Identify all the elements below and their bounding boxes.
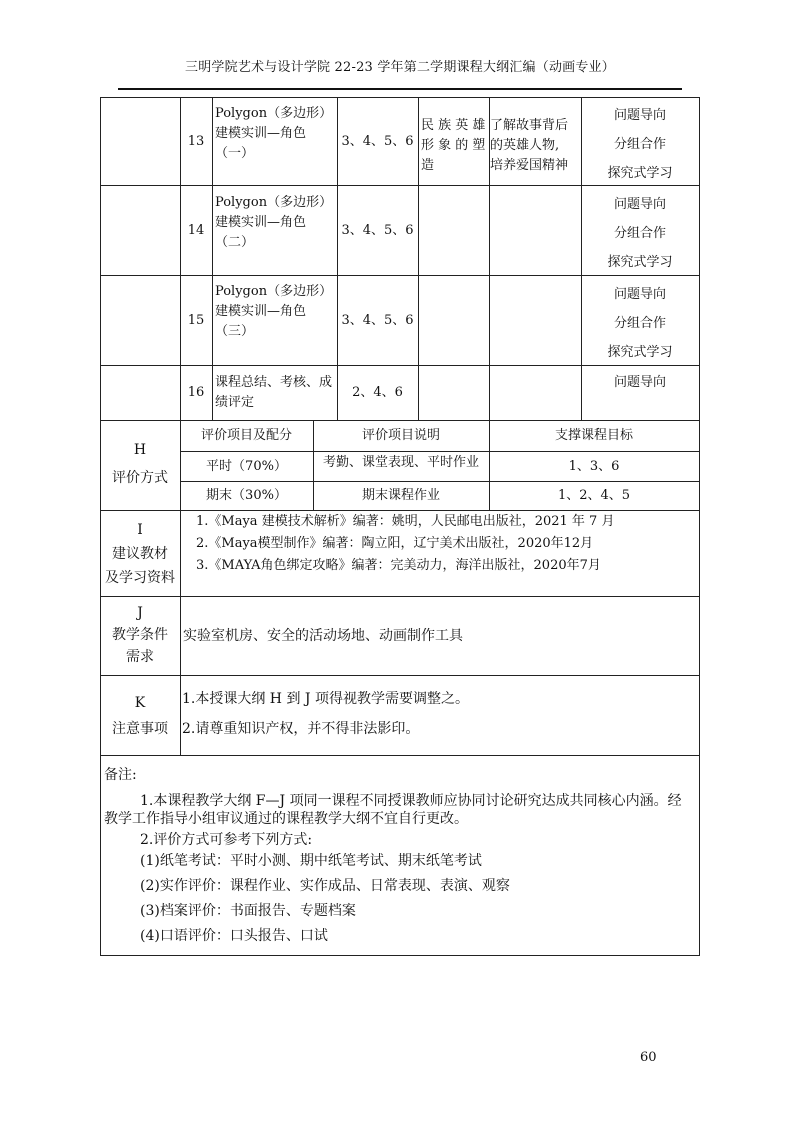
section-label-text: 教学条件 <box>112 627 168 643</box>
section-letter: H <box>133 442 147 458</box>
course-goals: 3、4、5、6 <box>341 133 414 149</box>
conditions-text: 实验室机房、安全的活动场地、动画制作工具 <box>183 628 463 644</box>
content-line: Polygon（多边形） <box>215 284 333 299</box>
notes-item: (3)档案评价：书面报告、专题档案 <box>140 903 356 919</box>
notes-title: 备注: <box>104 767 137 783</box>
method-line: 分组合作 <box>613 226 666 241</box>
week-number: 14 <box>187 222 205 238</box>
ideology-topic <box>421 116 489 176</box>
method-line: 问题导向 <box>613 108 666 123</box>
method-line: 问题导向 <box>613 375 666 390</box>
row-line <box>100 755 700 756</box>
page-header-title: 三明学院艺术与设计学院 22-23 学年第二学期课程大纲汇编（动画专业） <box>185 60 615 75</box>
teaching-method <box>581 373 699 393</box>
ideology-detail-line: 培养爱国精神 <box>490 158 569 173</box>
row-content <box>215 282 337 342</box>
notes-paragraph: 2.评价方式可参考下列方式: <box>140 832 313 848</box>
header-rule <box>118 88 682 90</box>
col-line <box>418 97 419 420</box>
row-content <box>215 104 337 164</box>
row-line <box>100 955 700 956</box>
table-header: 支撑课程目标 <box>554 428 633 443</box>
week-number: 13 <box>187 133 205 149</box>
content-line: 课程总结、考核、成 <box>215 375 333 390</box>
course-goals: 3、4、5、6 <box>341 312 414 328</box>
eval-goals: 1、2、4、5 <box>557 488 631 503</box>
eval-goals: 1、3、6 <box>568 458 620 474</box>
section-letter: I <box>137 522 143 538</box>
method-line: 分组合作 <box>613 316 666 331</box>
notes-item: (4)口语评价：口头报告、口试 <box>140 928 328 944</box>
section-label-text: 评价方式 <box>112 470 168 486</box>
row-line <box>100 675 700 676</box>
notice-list <box>182 684 692 744</box>
course-goals: 2、4、6 <box>352 385 403 400</box>
content-line: （一） <box>215 146 255 161</box>
ideology-line: 形 象 的 塑 <box>421 138 486 153</box>
ideology-detail <box>490 116 581 176</box>
materials-item: 2.《Maya模型制作》编著：陶立阳，辽宁美术出版社，2020年12月 <box>196 536 594 551</box>
teaching-method <box>581 280 699 367</box>
section-label-text: 建议教材 <box>112 546 168 562</box>
section-letter: K <box>134 695 146 711</box>
eval-item: 期末（30%） <box>206 488 287 503</box>
content-line: Polygon（多边形） <box>215 106 333 121</box>
teaching-method <box>581 101 699 188</box>
ideology-detail-line: 了解故事背后 <box>490 118 569 133</box>
ideology-line: 民 族 英 雄 <box>421 118 486 133</box>
notice-item: 1.本授课大纲 H 到 J 项得视教学需要调整之。 <box>182 691 469 707</box>
row-content <box>215 193 337 253</box>
week-number: 16 <box>187 385 205 400</box>
teaching-method <box>581 190 699 277</box>
notice-item: 2.请尊重知识产权，并不得非法影印。 <box>182 721 420 737</box>
section-label <box>100 690 180 742</box>
table-header: 评价项目说明 <box>361 428 440 443</box>
method-line: 问题导向 <box>613 287 666 302</box>
notes-paragraph: 1.本课程教学大纲 F—J 项同一课程不同授课教师应协同讨论研究达成共同核心内涵。经 <box>140 793 682 809</box>
content-line: Polygon（多边形） <box>215 195 333 210</box>
section-label <box>100 436 180 492</box>
content-line: 建模实训—角色 <box>215 126 307 141</box>
section-label-text: 需求 <box>126 649 154 665</box>
notes-item: (2)实作评价：课程作业、实作成品、日常表现、表演、观察 <box>140 878 510 894</box>
method-line: 探究式学习 <box>607 255 673 270</box>
method-line: 问题导向 <box>613 197 666 212</box>
eval-desc: 期末课程作业 <box>361 488 440 503</box>
row-content <box>215 373 337 413</box>
content-line: （二） <box>215 235 255 250</box>
section-label-text: 注意事项 <box>112 721 168 737</box>
method-line: 探究式学习 <box>607 345 673 360</box>
eval-desc: 考勤、课堂表现、平时作业 <box>322 454 479 470</box>
section-label <box>100 518 180 590</box>
method-line: 分组合作 <box>613 137 666 152</box>
content-line: （三） <box>215 324 255 339</box>
table-header: 评价项目及配分 <box>200 428 292 443</box>
week-number: 15 <box>187 312 205 328</box>
eval-item: 平时（70%） <box>206 458 287 474</box>
materials-list <box>196 511 696 577</box>
ideology-detail-line: 的英雄人物, <box>490 138 560 153</box>
section-label-text: 及学习资料 <box>105 570 175 586</box>
content-line: 建模实训—角色 <box>215 215 307 230</box>
content-line: 绩评定 <box>215 395 255 410</box>
materials-item: 1.《Maya 建模技术解析》编著：姚明，人民邮电出版社，2021 年 7 月 <box>196 514 615 529</box>
method-line: 探究式学习 <box>607 166 673 181</box>
course-goals: 3、4、5、6 <box>341 222 414 238</box>
section-label <box>100 602 180 668</box>
col-line <box>212 97 213 420</box>
notes-paragraph: 教学工作指导小组审议通过的课程教学大纲不宜自行更改。 <box>104 811 468 827</box>
content-line: 建模实训—角色 <box>215 304 307 319</box>
ideology-line: 造 <box>421 158 435 173</box>
materials-item: 3.《MAYA角色绑定攻略》编著：完美动力，海洋出版社，2020年7月 <box>196 558 601 573</box>
page-number: 60 <box>640 1050 657 1065</box>
section-letter: J <box>137 605 143 621</box>
notes-item: (1)纸笔考试：平时小测、期中纸笔考试、期末纸笔考试 <box>140 853 482 869</box>
